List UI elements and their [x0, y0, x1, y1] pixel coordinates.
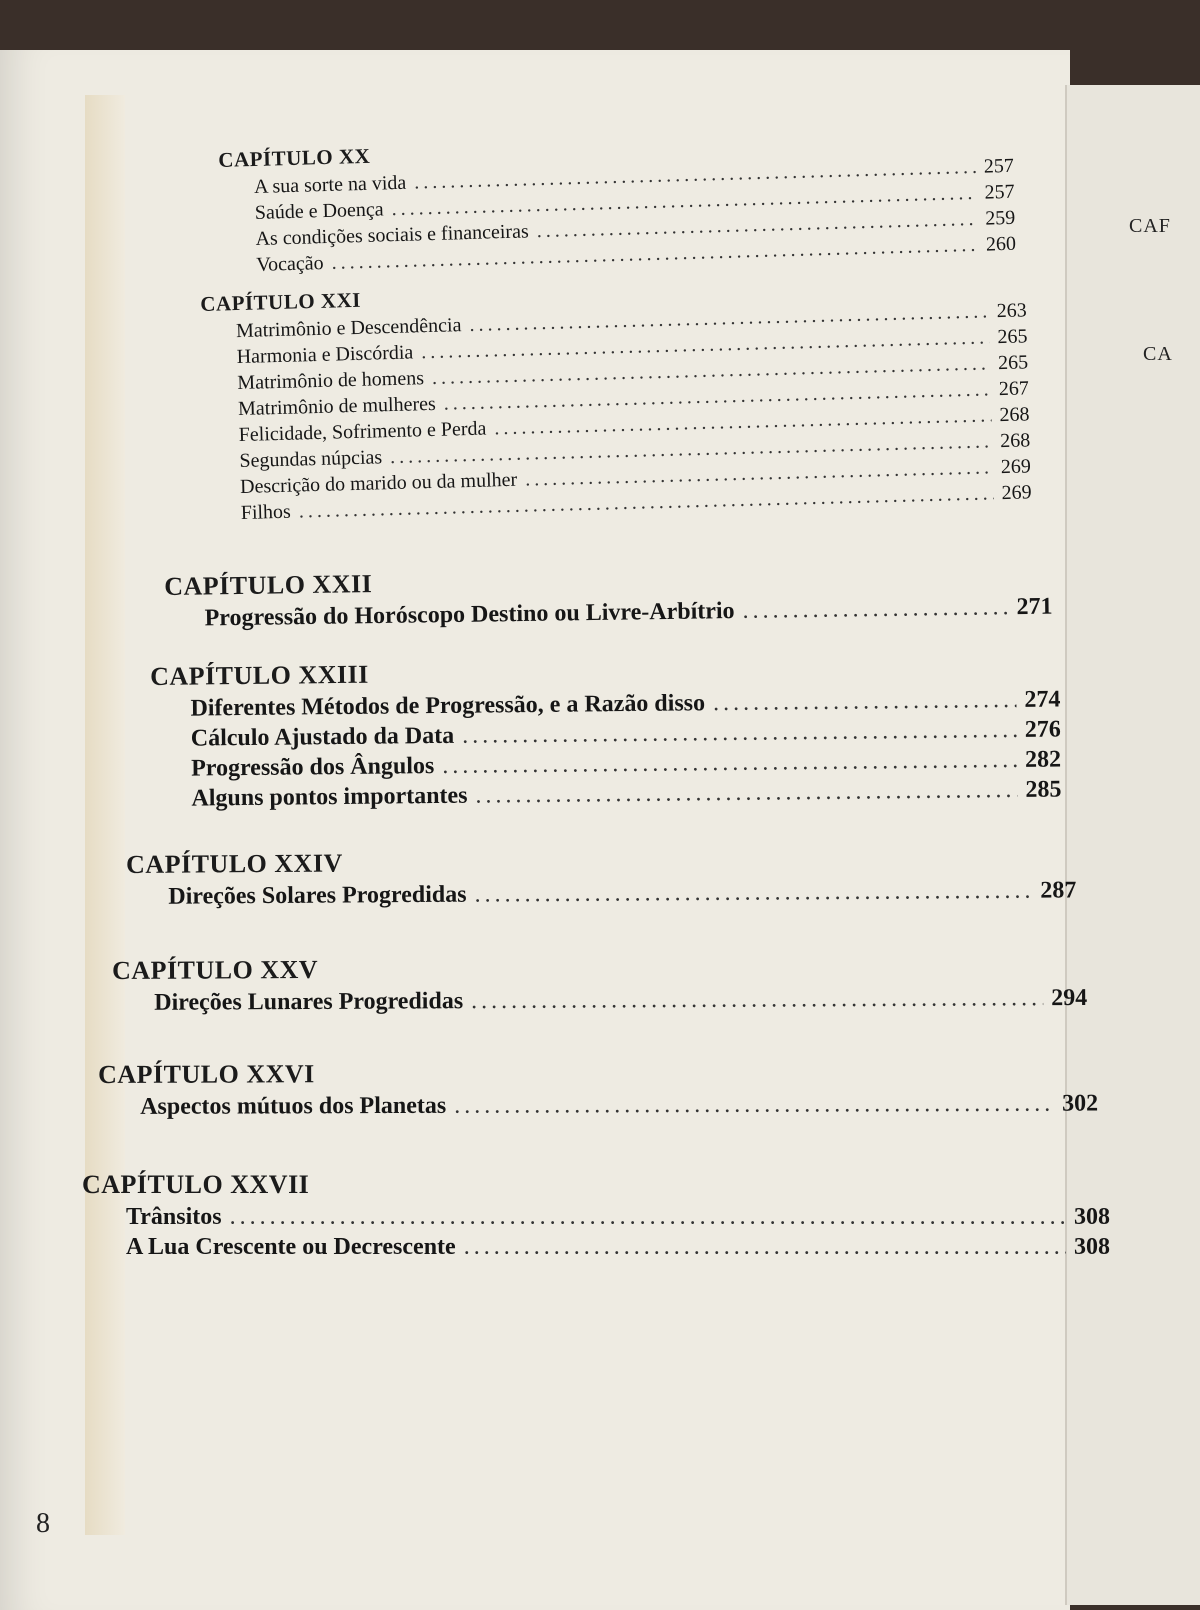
adjacent-page-fragment: CAF [1129, 215, 1171, 237]
adjacent-page-fragment: CA [1143, 343, 1173, 365]
entry-label: Direções Solares Progredidas [168, 881, 467, 910]
chapter-title: CAPÍTULO XXIII [150, 659, 369, 691]
chapter-xxiii [150, 652, 1062, 814]
entry-page: 259 [984, 206, 1016, 230]
chapter-title: CAPÍTULO XX [218, 143, 371, 172]
entry-label: Descrição do marido ou da mulher [239, 468, 518, 499]
chapter-title: CAPÍTULO XXIV [126, 848, 343, 879]
entry-label: A sua sorte na vida [253, 171, 407, 199]
dot-leader [464, 1232, 1066, 1262]
toc-entry [168, 875, 1076, 911]
chapter-title: CAPÍTULO XXII [164, 569, 373, 601]
dot-leader [475, 775, 1017, 811]
toc-entry [140, 1089, 1098, 1122]
dot-leader [230, 1202, 1066, 1232]
dot-leader [742, 592, 1008, 626]
toc-entry [154, 983, 1087, 1018]
chapter-title: CAPÍTULO XXI [200, 287, 362, 316]
chapter-xxii [164, 560, 1053, 634]
entry-page: 287 [1040, 877, 1077, 904]
entry-label: Matrimônio e Descendência [235, 314, 462, 343]
entry-label: Aspectos mútuos dos Planetas [140, 1092, 447, 1120]
entry-label: Cálculo Ajustado da Data [190, 722, 455, 752]
chapter-xxvi [98, 1057, 1098, 1122]
entry-page: 276 [1024, 716, 1061, 743]
entry-label: Direções Lunares Progredidas [154, 988, 464, 1016]
dot-leader [474, 876, 1032, 910]
entry-label: Matrimônio de mulheres [237, 392, 437, 421]
entry-page: 274 [1024, 686, 1061, 713]
chapter-xxi [200, 270, 1032, 527]
chapter-xxiv [126, 843, 1076, 912]
entry-label: Progressão do Horóscopo Destino ou Livre-Arbítrio [204, 598, 735, 632]
entry-page: 269 [1000, 455, 1032, 479]
entry-page: 268 [999, 403, 1030, 427]
entry-label: Harmonia e Discórdia [236, 341, 414, 369]
dot-leader [713, 685, 1017, 718]
entry-label: Saúde e Doença [254, 198, 384, 224]
dot-leader [454, 1089, 1054, 1121]
entry-page: 263 [996, 299, 1028, 323]
entry-label: Segundas núpcias [239, 446, 383, 473]
entry-page: 257 [984, 180, 1015, 204]
entry-label: Trânsitos [126, 1204, 222, 1230]
chapter-title: CAPÍTULO XXV [112, 954, 319, 985]
entry-label: Alguns pontos importantes [191, 782, 468, 812]
entry-label: Matrimônio de homens [237, 367, 425, 395]
page-number: 8 [36, 1508, 50, 1539]
dot-leader [471, 983, 1043, 1016]
entry-label: A Lua Crescente ou Decrescente [126, 1234, 456, 1260]
entry-label: Progressão dos Ângulos [190, 753, 435, 782]
entry-page: 282 [1024, 746, 1062, 773]
entry-label: Vocação [255, 252, 324, 276]
entry-page: 285 [1025, 776, 1062, 803]
entry-page: 308 [1074, 1204, 1110, 1230]
chapter-title: CAPÍTULO XXVII [82, 1170, 310, 1199]
entry-label: Filhos [240, 500, 292, 525]
entry-page: 265 [997, 351, 1029, 375]
entry-page: 265 [997, 325, 1028, 349]
toc-entry [126, 1232, 1110, 1262]
chapter-xxv [112, 951, 1087, 1018]
chapter-xx [218, 126, 1016, 279]
entry-page: 269 [1001, 481, 1032, 505]
toc-entry [126, 1202, 1110, 1232]
entry-page: 294 [1051, 984, 1088, 1012]
entry-page: 267 [998, 377, 1030, 401]
entry-page: 268 [999, 429, 1031, 453]
entry-page: 271 [1016, 593, 1053, 621]
chapter-title: CAPÍTULO XXVI [98, 1059, 315, 1089]
entry-label: Diferentes Métodos de Progressão, e a Razão disso [190, 690, 706, 722]
entry-label: Felicidade, Sofrimento e Perda [238, 417, 487, 447]
entry-page: 302 [1062, 1090, 1099, 1117]
entry-page: 257 [983, 154, 1015, 178]
entry-page: 308 [1074, 1234, 1110, 1260]
entry-label: As condições sociais e financeiras [255, 220, 529, 250]
chapter-xxvii [82, 1170, 1110, 1262]
entry-page: 260 [985, 232, 1017, 256]
